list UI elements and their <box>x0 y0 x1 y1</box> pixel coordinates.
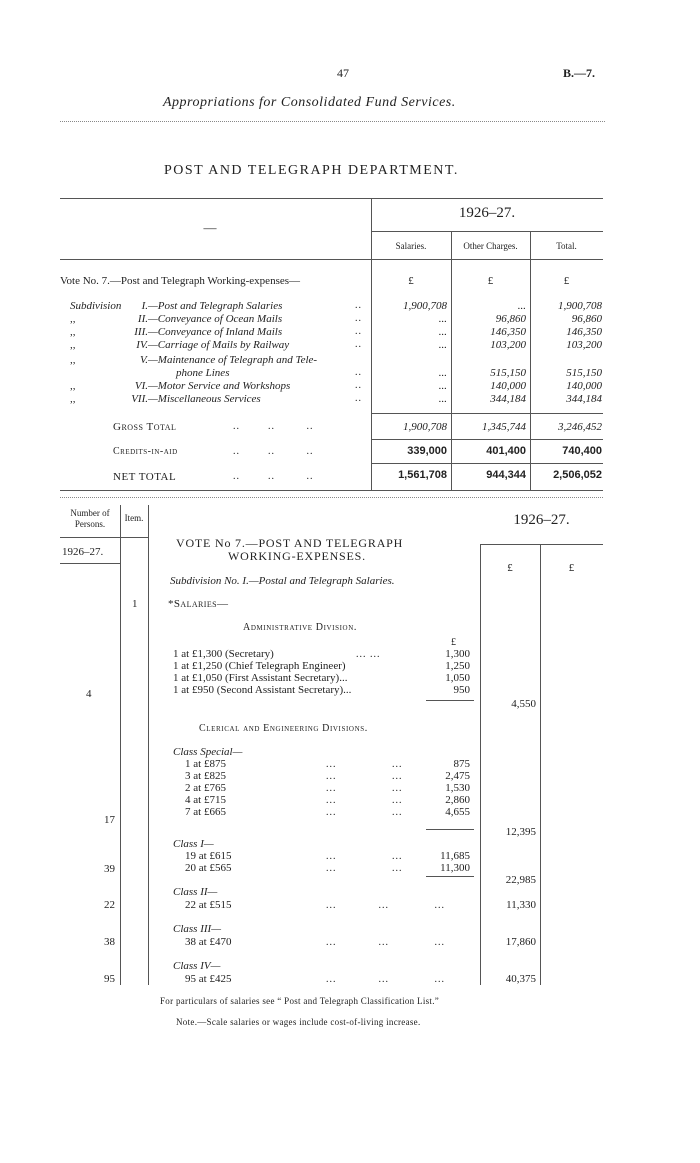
admin-row-amount: 1,300 <box>445 648 470 660</box>
class2-persons: 22 <box>104 899 115 911</box>
special-row-dots-a: ... <box>326 783 337 794</box>
gross-rule <box>371 413 603 414</box>
admin-total: 4,550 <box>511 698 536 710</box>
class1-row-dots-b: ... <box>392 851 403 862</box>
row-salaries: ... <box>438 367 447 379</box>
special-total: 12,395 <box>505 826 536 838</box>
class3-persons: 38 <box>104 936 115 948</box>
col-salaries: Salaries. <box>395 241 427 251</box>
col-total: Total. <box>556 241 577 251</box>
row-total: 344,184 <box>566 393 602 405</box>
row-number: IV. <box>136 339 148 351</box>
salaries-heading: *Salaries— <box>168 598 229 610</box>
admin-row-text: 1 at £1,300 (Secretary) <box>173 648 274 660</box>
detail-vrule-amount2 <box>540 545 541 985</box>
detail-vrule-item <box>148 505 149 985</box>
class3-total: 17,860 <box>505 936 536 948</box>
class4-row: 95 at £425 <box>185 973 232 985</box>
gross-total-label: Gross Total <box>113 421 177 433</box>
credits-rule <box>371 439 603 440</box>
row-other-charges: 515,150 <box>490 367 526 379</box>
row-dots: .. <box>355 313 362 324</box>
pound-other: £ <box>487 275 494 287</box>
special-row-text: 7 at £665 <box>185 806 226 818</box>
credits-other: 401,400 <box>486 445 526 457</box>
row-number: II. <box>137 313 148 325</box>
row-salaries: ... <box>438 380 447 392</box>
admin-persons: 4 <box>86 688 92 700</box>
detail-pound-col2: £ <box>568 562 575 574</box>
row-other-charges: 146,350 <box>490 326 526 338</box>
class2-dots: ... ... ... <box>326 900 445 911</box>
row-dots: .. <box>355 300 362 311</box>
special-row-amount: 2,860 <box>445 794 470 806</box>
row-number: VII. <box>131 393 148 405</box>
department-title: POST AND TELEGRAPH DEPARTMENT. <box>164 163 459 178</box>
row-other-charges: 140,000 <box>490 380 526 392</box>
row-label: —Motor Service and Workshops <box>148 380 291 392</box>
col-item: Item. <box>124 513 144 523</box>
special-row-dots-a: ... <box>326 795 337 806</box>
row-prefix: ,, <box>70 313 76 325</box>
class2-row: 22 at £515 <box>185 899 232 911</box>
net-salaries: 1,561,708 <box>398 469 447 481</box>
vote-title-line1: VOTE No 7.—POST AND TELEGRAPH <box>176 536 404 550</box>
class1-subtotal-rule <box>426 876 474 877</box>
detail-vrule-number <box>120 505 121 985</box>
row-label: —Carriage of Mails by Railway <box>148 339 290 351</box>
special-persons: 17 <box>104 814 115 826</box>
class2-total: 11,330 <box>506 899 536 911</box>
admin-row-amount: 950 <box>453 684 470 696</box>
admin-row-amount: 1,050 <box>445 672 470 684</box>
special-row-amount: 875 <box>453 758 470 770</box>
row-total: 103,200 <box>566 339 602 351</box>
detail-left-head-rule <box>60 537 148 538</box>
row-total: 515,150 <box>566 367 602 379</box>
admin-row-text: 1 at £1,050 (First Assistant Secretary)... <box>173 672 348 684</box>
special-row-text: 3 at £825 <box>185 770 226 782</box>
header-rule <box>60 121 605 122</box>
special-row-amount: 2,475 <box>445 770 470 782</box>
summary-head-rule <box>60 259 603 260</box>
row-number: VI. <box>134 380 148 392</box>
class3-row: 38 at £470 <box>185 936 232 948</box>
row-label: —Miscellaneous Services <box>148 393 261 405</box>
special-row-dots-b: ... <box>392 771 403 782</box>
col-other-charges: Other Charges. <box>463 241 518 251</box>
class1-row-amount: 11,685 <box>440 850 470 862</box>
summary-top-rule <box>60 198 603 199</box>
footnote-note: Note.—Scale salaries or wages include cost-of-living increase. <box>176 1017 421 1027</box>
row-other-charges: 96,860 <box>495 313 526 325</box>
special-row-text: 4 at £715 <box>185 794 226 806</box>
row-label: —Conveyance of Ocean Mails <box>148 313 283 325</box>
row-label: —Conveyance of Inland Mails <box>148 326 283 338</box>
net-dots: .. .. .. <box>233 471 314 482</box>
class1-persons: 39 <box>104 863 115 875</box>
row-other-charges: ... <box>517 300 526 312</box>
subdivision-title: Subdivision No. I.—Postal and Telegraph Salaries. <box>170 575 395 587</box>
row-total: 146,350 <box>566 326 602 338</box>
class1-row-dots-a: ... <box>326 863 337 874</box>
credits-dots: .. .. .. <box>233 446 314 457</box>
admin-row-amount: 1,250 <box>445 660 470 672</box>
detail-year: 1926–27. <box>513 512 570 528</box>
vote-title-line2: WORKING-EXPENSES. <box>228 549 366 563</box>
class1-row-dots-b: ... <box>392 863 403 874</box>
detail-vrule-amount1 <box>480 545 481 985</box>
row-total: 140,000 <box>566 380 602 392</box>
class1-total: 22,985 <box>505 874 536 886</box>
credits-salaries: 339,000 <box>407 445 447 457</box>
clerical-engineering-heading: Clerical and Engineering Divisions. <box>199 723 368 734</box>
footnote-salaries: For particulars of salaries see “ Post and Telegraph Classification List.” <box>160 996 440 1006</box>
summary-year-rule <box>371 231 603 232</box>
row-label: —Maintenance of Telegraph and Tele- <box>148 354 318 366</box>
gross-salaries: 1,900,708 <box>403 421 447 433</box>
special-row-amount: 4,655 <box>445 806 470 818</box>
class1-row-text: 20 at £565 <box>185 862 232 874</box>
class-2-heading: Class II— <box>173 886 218 898</box>
special-row-dots-b: ... <box>392 807 403 818</box>
row-prefix: ,, <box>70 393 76 405</box>
net-rule <box>371 463 603 464</box>
detail-top-rule <box>60 497 603 498</box>
row-salaries: ... <box>438 393 447 405</box>
row-dots: .. <box>355 339 362 350</box>
detail-pound-col1: £ <box>507 562 513 574</box>
admin-subtotal-rule <box>426 700 474 701</box>
pound-salaries: £ <box>408 275 414 287</box>
col-number-of-persons: Number of Persons. <box>70 508 110 529</box>
class4-persons: 95 <box>104 973 115 985</box>
special-row-dots-b: ... <box>392 795 403 806</box>
row-label: —Post and Telegraph Salaries <box>148 300 283 312</box>
class1-row-dots-a: ... <box>326 851 337 862</box>
row-prefix: ,, <box>70 354 76 366</box>
row-label: phone Lines <box>176 367 230 379</box>
summary-year: 1926–27. <box>458 205 516 221</box>
detail-left-year-rule <box>60 563 120 564</box>
gross-dots: .. .. .. <box>233 421 314 432</box>
summary-bottom-rule <box>60 490 603 491</box>
admin-row-text: 1 at £1,250 (Chief Telegraph Engineer) <box>173 660 346 672</box>
row-dots: .. <box>355 367 362 378</box>
net-total-label: NET TOTAL <box>113 471 177 483</box>
class-4-heading: Class IV— <box>173 960 221 972</box>
gross-total: 3,246,452 <box>558 421 602 433</box>
special-row-dots-b: ... <box>392 783 403 794</box>
running-title: Appropriations for Consolidated Fund Services. <box>163 95 456 110</box>
class1-row-amount: 11,300 <box>440 862 470 874</box>
administrative-division-heading: Administrative Division. <box>243 622 357 633</box>
row-salaries: ... <box>438 339 447 351</box>
page-number: 47 <box>337 66 349 80</box>
row-dots: .. <box>355 380 362 391</box>
row-salaries: ... <box>438 326 447 338</box>
row-number: V. <box>139 354 148 366</box>
special-row-amount: 1,530 <box>445 782 470 794</box>
row-other-charges: 344,184 <box>490 393 526 405</box>
net-total: 2,506,052 <box>553 469 602 481</box>
summary-dash: — <box>203 220 217 235</box>
special-row-dots-a: ... <box>326 759 337 770</box>
net-other: 944,344 <box>486 469 526 481</box>
row-dots: .. <box>355 326 362 337</box>
row-salaries: 1,900,708 <box>403 300 447 312</box>
detail-year-left: 1926–27. <box>62 546 104 558</box>
pound-total: £ <box>563 275 570 287</box>
class4-total: 40,375 <box>505 973 536 985</box>
row-prefix: ,, <box>70 339 76 351</box>
gross-other: 1,345,744 <box>482 421 526 433</box>
class-1-heading: Class I— <box>173 838 214 850</box>
row-prefix: Subdivision <box>70 300 122 312</box>
special-row-text: 1 at £875 <box>185 758 226 770</box>
vote-label: Vote No. 7.—Post and Telegraph Working-expenses— <box>60 275 301 287</box>
credits-in-aid-label: Credits-in-aid <box>113 446 178 457</box>
row-number: I. <box>141 300 148 312</box>
special-row-dots-a: ... <box>326 771 337 782</box>
row-other-charges: 103,200 <box>490 339 526 351</box>
special-row-dots-a: ... <box>326 807 337 818</box>
class-special-heading: Class Special— <box>173 746 243 758</box>
row-prefix: ,, <box>70 380 76 392</box>
row-prefix: ,, <box>70 326 76 338</box>
special-row-dots-b: ... <box>392 759 403 770</box>
special-row-text: 2 at £765 <box>185 782 226 794</box>
row-number: III. <box>134 326 148 338</box>
special-subtotal-rule <box>426 829 474 830</box>
row-total: 1,900,708 <box>558 300 602 312</box>
page-reference: B.—7. <box>563 66 596 80</box>
class3-dots: ... ... ... <box>326 937 445 948</box>
admin-row-dots: ... ... <box>356 649 381 660</box>
row-dots: .. <box>355 393 362 404</box>
class4-dots: ... ... ... <box>326 974 445 985</box>
row-salaries: ... <box>438 313 447 325</box>
class-3-heading: Class III— <box>173 923 221 935</box>
inner-pound-sign: £ <box>451 637 456 648</box>
detail-right-head-rule <box>480 544 603 545</box>
item-number: 1 <box>132 598 138 610</box>
class1-row-text: 19 at £615 <box>185 850 232 862</box>
row-total: 96,860 <box>571 313 602 325</box>
admin-row-text: 1 at £950 (Second Assistant Secretary)... <box>173 684 352 696</box>
credits-total: 740,400 <box>562 445 602 457</box>
